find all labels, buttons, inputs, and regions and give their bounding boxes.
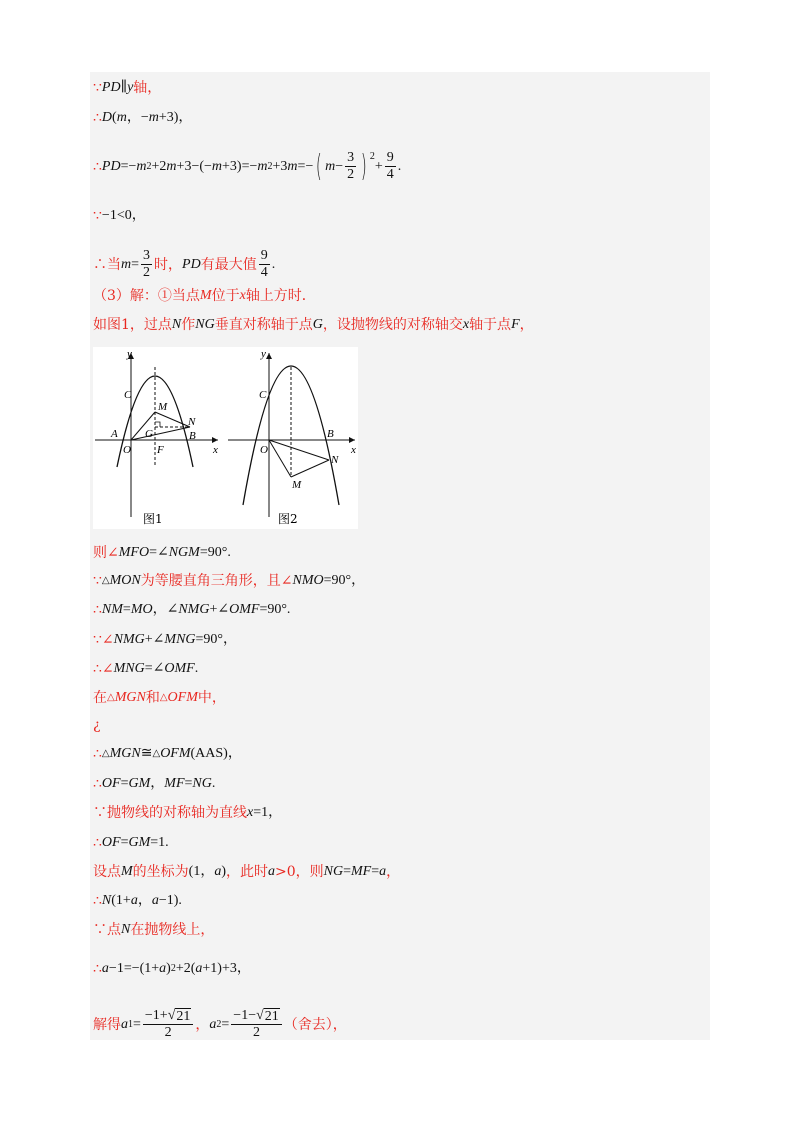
text: ∴当 [93, 256, 121, 273]
left-paren: ( [316, 148, 323, 184]
math-op: −1=−(1+ [108, 961, 160, 976]
math-var: MGN [114, 690, 146, 705]
math-op: = [120, 776, 129, 791]
text: 垂直对称轴于点 [214, 317, 313, 333]
math-op: =∠ [144, 661, 165, 676]
math-var: D [101, 110, 113, 125]
label-A-1: A [111, 428, 118, 440]
math-var: NMG [178, 602, 210, 617]
because-symbol: ∵ [93, 208, 102, 224]
line-11 [93, 631, 237, 649]
text: 为等腰直角三角形，且∠ [140, 573, 293, 589]
math-op: = [131, 256, 140, 272]
math-op: = [184, 776, 193, 791]
text: 时， [154, 256, 183, 273]
line-21 [93, 921, 214, 939]
math-op: = [221, 1016, 230, 1032]
sqrt [168, 1008, 192, 1024]
denominator: 2 [143, 265, 151, 280]
numerator: 3 [143, 248, 151, 263]
line-9 [93, 572, 365, 590]
math-var: OMF [164, 661, 195, 676]
label-O-2: O [260, 444, 268, 456]
math-var: N [101, 893, 112, 908]
sqrt-icon: √ [167, 1008, 176, 1023]
numerator: 3 [347, 150, 355, 165]
math-var: m [148, 110, 159, 125]
math-op: ) [166, 961, 171, 976]
math-var: m [116, 110, 127, 125]
label-N-2: N [331, 454, 339, 466]
text: >0，则 [275, 864, 324, 880]
math-op: = [120, 835, 129, 850]
math-op: =− [297, 158, 314, 174]
math-op: −1). [158, 893, 182, 908]
math-op: =− [120, 158, 137, 174]
denominator: 2 [164, 1025, 172, 1040]
therefore-symbol: ∴ [93, 893, 102, 909]
math-op: =90°， [323, 573, 366, 588]
text: 位于 [211, 288, 240, 304]
therefore-symbol: ∴∠ [93, 661, 114, 677]
therefore-symbol: ∴ [93, 158, 102, 175]
math-var: x [462, 317, 470, 332]
math-op: . [271, 256, 276, 272]
text: （3）解：①当点 [93, 288, 200, 304]
text: 设点 [93, 864, 121, 880]
denominator: 2 [347, 167, 355, 182]
line-7 [93, 316, 534, 334]
line-5 [93, 248, 275, 281]
triangle-symbol: △ [159, 692, 168, 703]
because-symbol: ∵∠ [93, 632, 114, 648]
text: 则∠ [93, 545, 119, 561]
math-op: +2 [151, 158, 167, 174]
because-symbol: ∵ [93, 573, 102, 589]
label-C-2: C [259, 389, 267, 401]
math-var: a [379, 864, 387, 879]
fraction [345, 150, 356, 183]
fraction [385, 150, 396, 183]
math-var: PD [101, 80, 121, 95]
line-23: 解得 a 1 = −1+ √ 21 2 ， a 2 = −1− √ 21 2 （舍去）， [93, 1008, 347, 1040]
text: ∵抛物线的对称轴为直线 [93, 805, 247, 821]
text: 中， [197, 690, 226, 706]
math-var: NG [323, 864, 344, 879]
math-var: a [214, 864, 222, 879]
caption-figure-2: 图2 [278, 512, 298, 526]
math-var: a [121, 1016, 128, 1032]
seg-MN-2 [291, 460, 329, 477]
label-F-1: F [157, 444, 164, 456]
numerator: 9 [260, 248, 268, 263]
seg-ON-2 [269, 440, 329, 460]
text: 解得 [93, 1016, 121, 1033]
math-var: a [195, 961, 203, 976]
math-var: MNG [113, 661, 145, 676]
math-var: MON [109, 573, 141, 588]
math-var: a [101, 961, 109, 976]
math-var: G [312, 317, 323, 332]
math-op: +3)， [158, 110, 193, 125]
math-var: m [325, 158, 336, 174]
line-16 [93, 775, 215, 793]
math-op: =90°. [259, 602, 291, 617]
math-op: = [122, 602, 131, 617]
numerator-text: −1− [233, 1008, 257, 1023]
math-var: OF [101, 776, 121, 791]
math-op: = [133, 1016, 141, 1032]
math-var: MF [351, 864, 372, 879]
math-var: M [199, 288, 212, 303]
sqrt [256, 1008, 280, 1024]
math-op: +∠ [144, 632, 165, 647]
math-op: =90°. [199, 545, 231, 560]
math-var: NMG [113, 632, 145, 647]
label-y-2: y [261, 348, 266, 360]
line-2 [93, 109, 192, 127]
line-10 [93, 601, 290, 619]
math-op: . [211, 776, 216, 791]
label-y-1: y [127, 348, 132, 360]
math-op: =90°， [195, 632, 238, 647]
math-op: −1<0， [101, 208, 146, 223]
math-var: NM [101, 602, 123, 617]
therefore-symbol: ∴ [93, 746, 102, 762]
radicand: 21 [264, 1009, 279, 1024]
math-op: ，∠ [152, 602, 179, 617]
numerator-text: −1+ [144, 1008, 168, 1023]
line-19 [93, 863, 400, 881]
text: ¿ [93, 717, 101, 733]
math-var: MNG [164, 632, 196, 647]
seg-OM-2 [269, 440, 291, 477]
math-op: =∠ [149, 545, 169, 560]
text: 在 [93, 690, 107, 706]
math-var: PD [101, 158, 121, 174]
line-20 [93, 892, 182, 910]
text: ， [519, 317, 534, 333]
text: 轴于点 [469, 317, 512, 333]
triangle-symbol: △ [101, 575, 110, 586]
line-1 [93, 79, 161, 97]
math-var: OMF [229, 602, 260, 617]
math-var: MO [130, 602, 153, 617]
fraction [231, 1008, 281, 1041]
math-var: m [166, 158, 177, 174]
denominator: 4 [260, 265, 268, 280]
fraction [141, 248, 152, 281]
line-17 [93, 804, 282, 822]
math-var: NG [192, 776, 212, 791]
math-op: ， [137, 893, 152, 908]
numerator [231, 1008, 281, 1025]
numerator [143, 1008, 193, 1025]
math-op: (AAS)， [190, 746, 242, 761]
math-op: =1. [150, 835, 169, 850]
math-var: x [247, 805, 254, 820]
math-op: − [335, 158, 344, 174]
math-var: N [121, 922, 131, 937]
math-var: a [159, 961, 167, 976]
math-op: (1+ [111, 893, 131, 908]
math-var: m [287, 158, 298, 174]
text: 轴， [133, 80, 162, 96]
right-paren: ) [361, 148, 367, 184]
math-var: m [211, 158, 223, 174]
math-var: MFO [118, 545, 150, 560]
math-var: PD [182, 256, 201, 272]
therefore-symbol: ∴ [93, 602, 102, 618]
text: 有最大值 [200, 256, 257, 273]
math-op: +1)+3， [202, 961, 251, 976]
label-M-1: M [158, 401, 168, 413]
math-var: GM [128, 776, 151, 791]
text: 的坐标为 [132, 864, 189, 880]
y-axis-arrow-2 [266, 353, 272, 359]
math-var: N [171, 317, 182, 332]
text: ，设抛物线的对称轴交 [322, 317, 463, 333]
math-var: MF [164, 776, 185, 791]
parabola-2 [243, 366, 339, 505]
therefore-symbol: ∴ [93, 110, 102, 126]
label-C-1: C [124, 389, 132, 401]
radicand: 21 [176, 1009, 191, 1024]
label-x-1: x [213, 444, 218, 456]
text: 和 [145, 690, 160, 706]
therefore-symbol: ∴ [93, 776, 102, 792]
text: 在抛物线上， [130, 922, 215, 938]
therefore-symbol: ∴ [93, 961, 102, 977]
x-axis-arrow-2 [349, 437, 355, 443]
text: ， [386, 864, 401, 880]
label-G-1: G [145, 428, 153, 440]
line-15 [93, 745, 242, 763]
math-var: a [268, 864, 276, 879]
math-var: MGN [109, 746, 141, 761]
math-var: x [239, 288, 246, 303]
text: ， [195, 1016, 210, 1033]
math-var: m [257, 158, 268, 174]
math-var: NG [195, 317, 215, 332]
line-4 [93, 207, 146, 225]
label-B-1: B [189, 430, 196, 442]
triangle-symbol: △ [101, 748, 110, 759]
math-var: a [151, 893, 159, 908]
sqrt-icon: √ [256, 1008, 264, 1023]
line-3: ∴ PD =− m 2 +2 m +3−(− m +3)=− m 2 +3 m =− ( m − $\frac{3}{2}$ ) $^2$ + $\frac{9}{4}$ . [93, 148, 402, 184]
math-var: GM [128, 835, 151, 850]
math-op: +∠ [209, 602, 230, 617]
math-op: ， [150, 776, 165, 791]
math-op: . [194, 661, 199, 676]
math-op: (1， [188, 864, 215, 879]
label-x-2: x [351, 444, 356, 456]
math-var: y [127, 80, 134, 95]
math-var: a [209, 1016, 217, 1032]
line-22: ∴ a −1=−(1+ a ) 2 +2( a +1)+3， [93, 961, 251, 977]
label-B-2: B [327, 428, 334, 440]
denominator: 2 [253, 1025, 261, 1040]
because-symbol: ∵ [93, 80, 102, 96]
triangle-symbol: △ [107, 692, 115, 703]
text: ∵点 [93, 922, 121, 938]
math-op: ，− [126, 110, 149, 125]
label-O-1: O [123, 444, 131, 456]
math-var: NMO [292, 573, 324, 588]
math-op: + [374, 158, 383, 174]
math-var: m [136, 158, 147, 174]
line-8 [93, 544, 231, 562]
math-op: ∥ [120, 80, 128, 95]
math-var: F [511, 317, 520, 332]
math-var: NGM [168, 545, 200, 560]
line-13 [93, 689, 226, 707]
geometry-figure [93, 347, 358, 529]
denominator: 4 [386, 167, 394, 182]
therefore-symbol: ∴ [93, 835, 102, 851]
math-var: M [121, 864, 133, 879]
math-op: ( [112, 110, 117, 125]
text: （舍去）， [283, 1016, 347, 1033]
math-op: =1， [253, 805, 283, 820]
math-op: +3 [272, 158, 288, 174]
math-var: OFM [160, 746, 191, 761]
right-angle-mark-1 [155, 422, 160, 427]
text: 轴上方时． [245, 288, 316, 304]
math-var: OFM [167, 690, 198, 705]
x-axis-arrow-1 [212, 437, 218, 443]
math-op: . [397, 158, 402, 174]
math-op: ≅ [140, 746, 153, 761]
text: 如图1，过点 [93, 317, 172, 333]
fraction [259, 248, 270, 281]
math-op: = [371, 864, 380, 879]
figure-2 [228, 348, 356, 526]
figure-svg [93, 347, 358, 529]
math-var: a [130, 893, 138, 908]
caption-figure-1: 图1 [143, 512, 163, 526]
line-6 [93, 287, 316, 305]
numerator: 9 [386, 150, 394, 165]
text: ，此时 [226, 864, 269, 880]
math-op: +2( [175, 961, 196, 976]
math-op: +3−(− [176, 158, 212, 174]
math-var: OF [101, 835, 121, 850]
math-op: ) [221, 864, 227, 879]
label-M-2: M [292, 479, 302, 491]
text: 作 [181, 317, 196, 333]
math-op: +3)=− [222, 158, 258, 174]
label-N-1: N [188, 416, 196, 428]
line-14 [93, 716, 101, 734]
math-op: = [343, 864, 352, 879]
figure-1 [95, 348, 218, 526]
line-12 [93, 660, 198, 678]
math-var: m [121, 256, 132, 272]
line-18 [93, 834, 169, 852]
fraction [143, 1008, 193, 1041]
triangle-symbol: △ [152, 748, 161, 759]
